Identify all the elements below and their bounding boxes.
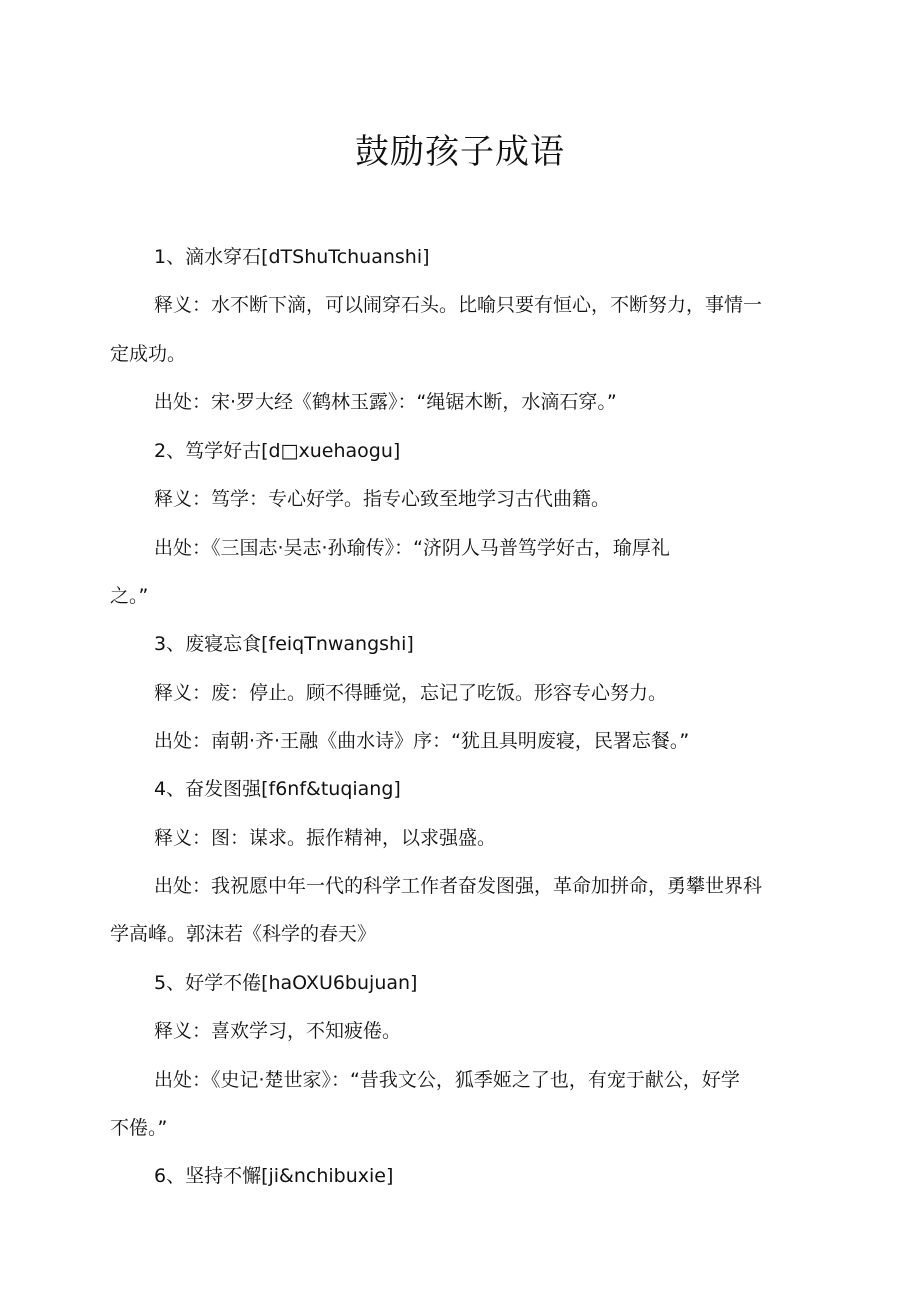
source-4: 出处：我祝愿中年一代的科学工作者奋发图强，革命加拼命，勇攀世界科 — [154, 875, 763, 897]
idiom-heading-2: 2、笃学好古[d□xuehaogu] — [154, 440, 401, 462]
page-title: 鼓励孩子成语 — [355, 132, 565, 172]
definition-5: 释义：喜欢学习，不知疲倦。 — [154, 1020, 402, 1042]
definition-4: 释义：图：谋求。振作精神，以求强盛。 — [154, 827, 497, 849]
idiom-heading-4: 4、奋发图强[f6nf&tuqiang] — [154, 778, 401, 800]
idiom-heading-5: 5、好学不倦[haOXU6bujuan] — [154, 972, 418, 994]
definition-3: 释义：废：停止。顾不得睡觉，忘记了吃饭。形容专心努力。 — [154, 682, 668, 704]
source-5: 出处：《史记·楚世家》：“昔我文公，狐季姬之了也，有宠于献公，好学 — [154, 1069, 740, 1091]
definition-1-cont: 定成功。 — [110, 343, 187, 365]
definition-2: 释义：笃学：专心好学。指专心致至地学习古代曲籍。 — [154, 488, 611, 510]
source-5-cont: 不倦。” — [110, 1117, 168, 1139]
source-2-cont: 之。” — [110, 585, 149, 607]
source-2: 出处：《三国志·吴志·孙瑜传》：“济阴人马普笃学好古，瑜厚礼 — [154, 537, 670, 559]
source-3: 出处：南朝·齐·王融《曲水诗》序：“犹且具明废寝，民署忘餐。” — [154, 730, 690, 752]
idiom-heading-3: 3、废寝忘食[feiqTnwangshi] — [154, 633, 414, 655]
idiom-heading-6: 6、坚持不懈[ji&nchibuxie] — [154, 1165, 394, 1187]
source-4-cont: 学高峰。郭沫若《科学的春天》 — [110, 923, 377, 945]
definition-1: 释义：水不断下滴，可以闹穿石头。比喻只要有恒心，不断努力，事情一 — [154, 294, 763, 316]
source-1: 出处：宋·罗大经《鹤林玉露》：“绳锯木断，水滴石穿。” — [154, 391, 617, 413]
idiom-heading-1: 1、滴水穿石[dTShuTchuanshi] — [154, 246, 430, 268]
